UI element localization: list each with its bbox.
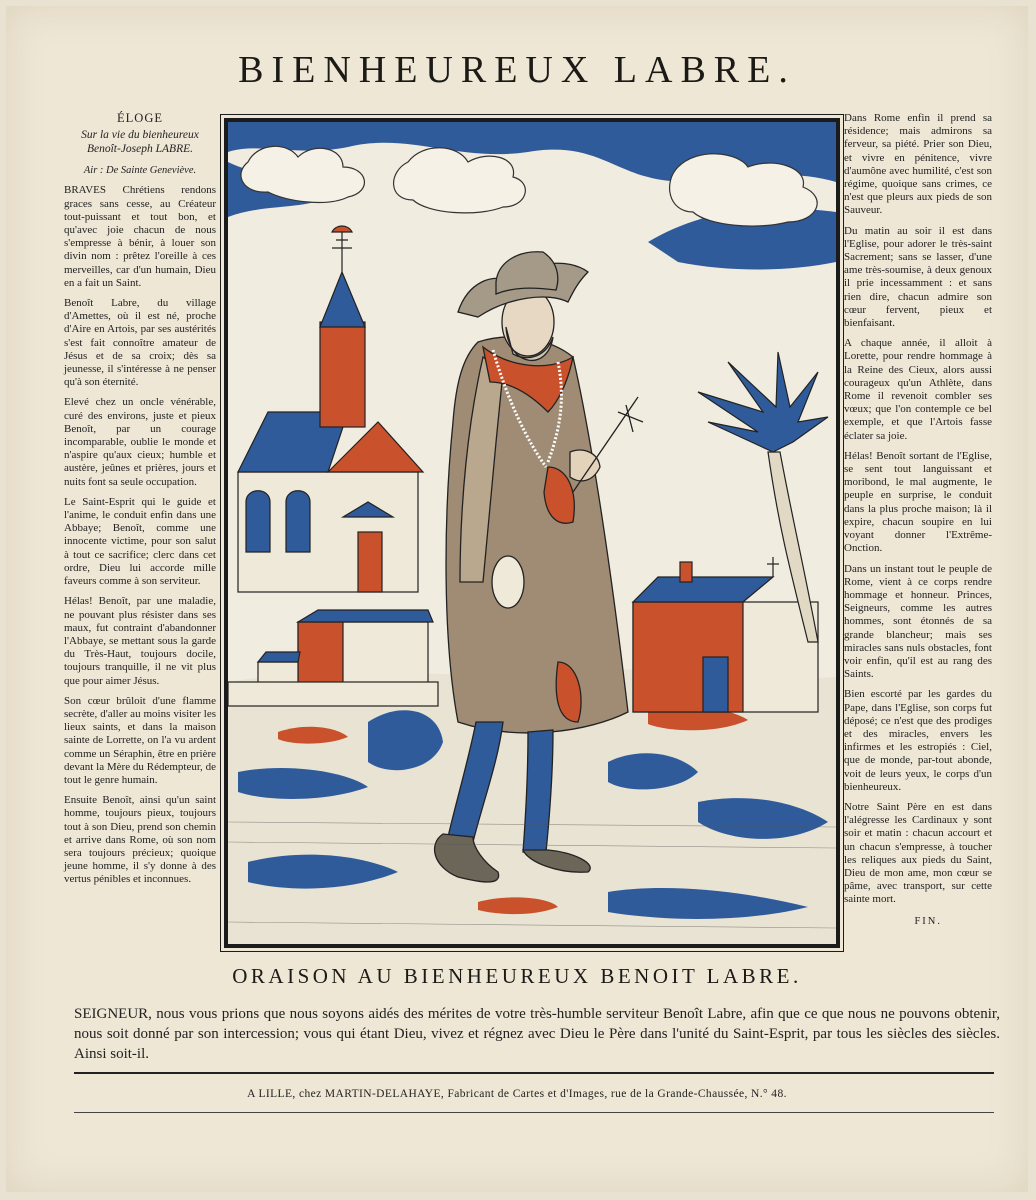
divider-rule: [74, 1072, 994, 1074]
eloge-subtitle: [64, 128, 216, 156]
eloge-subtitle-line1: Sur la vie du bienheureux: [81, 129, 199, 142]
left-text-column: [64, 112, 216, 894]
divider-rule: [74, 1112, 994, 1113]
verse: Hélas! Benoît sortant de l'Eglise, se sent tout languissant et moribond, le mal augmente, le peuple en surprise, le conduit dans la plus proche maison; là il expire, chacun soupire en lui voyant donner l'Extrême-Onction.: [844, 449, 992, 555]
print-sheet: [6, 6, 1028, 1192]
eloge-subtitle-line2: Benoît-Joseph LABRE.: [86, 143, 194, 156]
verse: Notre Saint Père en est dans l'alégresse les Cardinaux y sont soir et matin : chacun accourt et un chacun s'empresse, à toucher les reliques aux pieds du Saint, Dieu de mon ame, mon cœur se pâme, avec transport, sur cette sainte mort.: [844, 800, 992, 906]
verse: BRAVES Chrétiens rendons graces sans cesse, au Créateur tout-puissant et tout bon, et qu'avec joie chacun de nous s'empresse à bénir, à louer son divin nom : prêtez l'oreille à ces merveilles, car d'un humain, Dieu en a fait un Saint.: [64, 184, 216, 289]
verse: Elevé chez un oncle vénérable, curé des environs, juste et pieux Benoît, par un courage incomparable, oublie le monde et n'aspire qu'aux cieux; humble et austère, jeûnes et prières, jours et nuits font sa seule occupation.: [64, 396, 216, 488]
page-title: BIENHEUREUX LABRE.: [238, 49, 796, 91]
verse: Dans Rome enfin il prend sa résidence; mais admirons sa ferveur, sa piété. Prier son Dieu, et vivre en pénitence, vivre d'aumône avec humilité, c'est son régime, quoique sans crimes, ce n'est que pleurs aux pieds de son Sauveur.: [844, 112, 992, 217]
woodcut-illustration-frame: [224, 118, 840, 948]
woodcut-illustration: [228, 122, 836, 944]
verse: Du matin au soir il est dans l'Eglise, pour adorer le très-saint Sacrement; sans se lasser, d'une ame très-soumise, à deux genoux il prie incessamment : et sans rien dire, chacun admire son cœur fervent, pieux et bienfaisant.: [844, 224, 992, 330]
verse: Son cœur brûloit d'une flamme secrète, d'aller au moins visiter les lieux saints, et dans la maison sainte de Lorrette, on l'a vu ardent comme un Séraphin, être en prière devant la Mère du Rédempteur, de tout le genre humain.: [64, 694, 216, 786]
verse: A chaque année, il alloit à Lorette, pour rendre hommage à la Reine des Cieux, alors aussi courageux qu'un Athlète, dans Rome il revenoit combler ses vœux; que l'on contemple ce bel exemple, et que l'Artois fasse éclater sa joie.: [844, 337, 992, 442]
verse: Bien escorté par les gardes du Pape, dans l'Eglise, son corps fut déposé; ce n'est que des prodiges et des miracles, envers les infirmes et les estropiés : Ciel, que de monde, par-tout abonde, voit de leurs yeux, le corps d'un bienheureux.: [844, 688, 992, 793]
imprint-line: A LILLE, chez MARTIN-DELAHAYE, Fabricant de Cartes et d'Images, rue de la Grande-Chaussée, N.° 48.: [247, 1088, 787, 1100]
fin-label: FIN.: [914, 915, 942, 927]
eloge-air: Air : De Sainte Geneviève.: [83, 165, 197, 177]
oraison-text: SEIGNEUR, nous vous prions que nous soyons aidés des mérites de votre très-humble serviteur Benoît Labre, afin que ce que nous ne pouvons obtenir, nous soit donné par son intercession; vous qui étant Dieu, vivez et régnez avec Dieu le Père dans l'unité du Saint-Esprit, par tous les siècles des siècles. Ainsi soit-il.: [74, 1006, 1000, 1062]
verse: Benoît Labre, du village d'Amettes, où il est né, proche d'Aire en Artois, par ses austérités s'est fait connoître amateur de Jésus et de sa croix; dès sa jeunesse, il s'intéresse à ne penser qu'à son éternité.: [64, 297, 216, 389]
verse: Hélas! Benoît, par une maladie, ne pouvant plus résister dans ses maux, fut contraint d'abandonner l'Abbaye, se mettant sous la garde du Très-Haut, toujours docile, toujours tranquille, il ne vit plus que pour aimer Jésus.: [64, 595, 216, 687]
verse: Ensuite Benoît, ainsi qu'un saint homme, toujours pieux, toujours tout à son Dieu, prend son chemin et arrive dans Rome, où son nom sera toujours précieux; quoique jeune homme, il s'y donne à des vertus pénibles et inconnues.: [64, 794, 216, 886]
right-text-column: [844, 112, 992, 928]
eloge-heading: ÉLOGE: [117, 111, 163, 125]
verse: Dans un instant tout le peuple de Rome, vient à ce corps rendre hommage et honneur. Princes, Seigneurs, comme les autres hommes, sont étonnés de sa grande blancheur; mais ses miracles sans nuls obstacles, font voir enfin, qu'il est au rang des Saints.: [844, 562, 992, 681]
verse: Le Saint-Esprit qui le guide et l'anime, le conduit enfin dans une Abbaye; Benoît, comme une innocente victime, pour son salut à tout ce sacrifice; clerc dans cet ordre, Dieu lui accorde mille faveurs comme à son serviteur.: [64, 495, 216, 588]
oraison-title: ORAISON AU BIENHEUREUX BENOIT LABRE.: [232, 964, 802, 988]
